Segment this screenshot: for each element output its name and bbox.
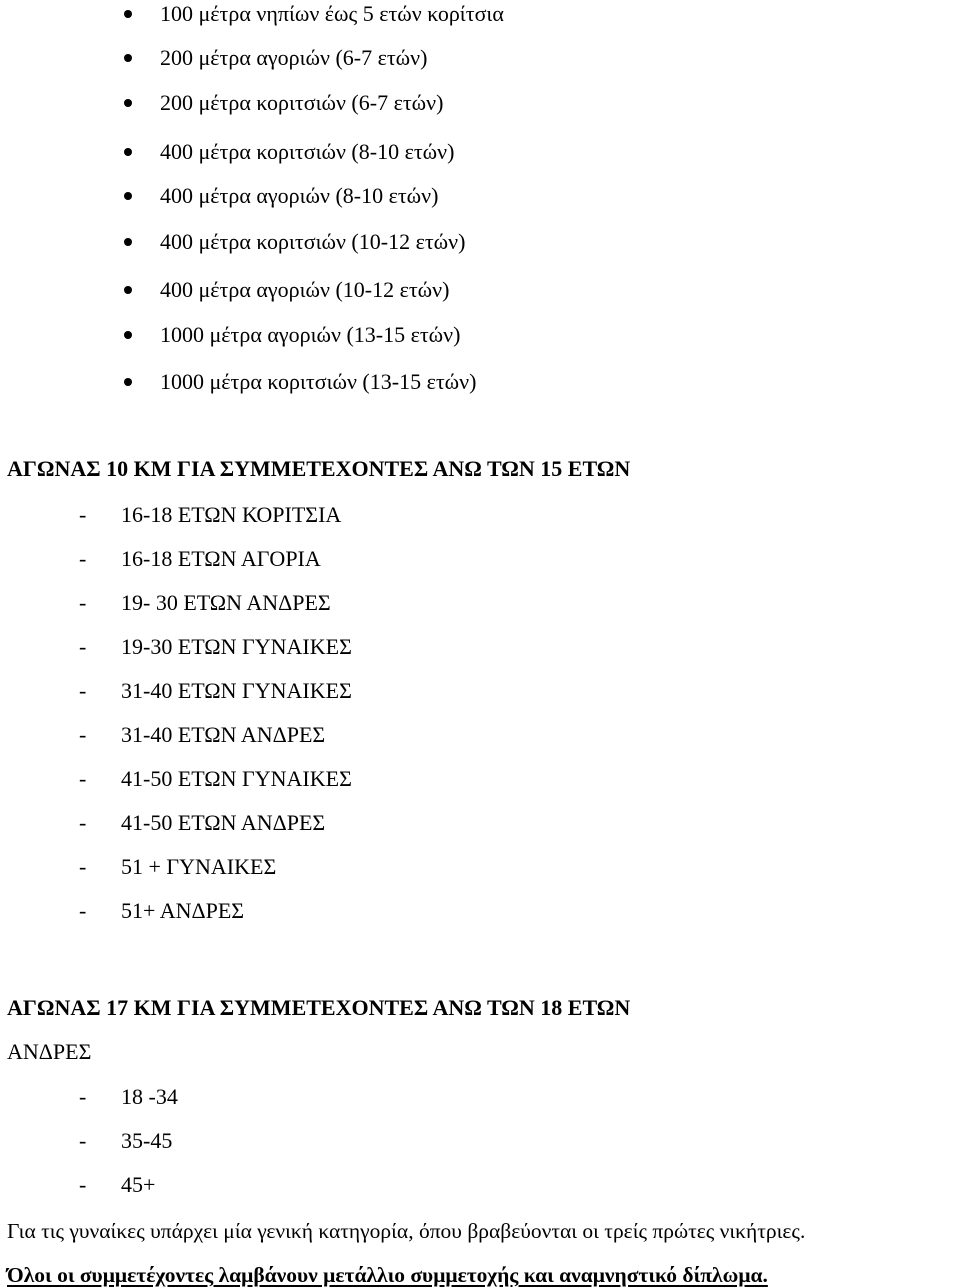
list-item-label: 1000 μέτρα κοριτσιών (13-15 ετών) [160,369,477,394]
dash-marker: - [79,1128,87,1153]
list-item-label: 31-40 ΕΤΩΝ ΓΥΝΑΙΚΕΣ [121,678,352,703]
list-item [160,139,454,165]
list-item-label: 51+ ΑΝΔΡΕΣ [121,898,245,923]
list-item [79,854,277,880]
bullet-icon [124,331,132,339]
bullet-icon [124,286,132,294]
list-item-label: 35-45 [121,1128,173,1153]
bullet-icon [124,10,132,18]
list-item-label: 400 μέτρα αγοριών (8-10 ετών) [160,183,439,208]
list-item [160,90,443,116]
dash-marker: - [79,1084,87,1109]
dash-marker: - [79,722,87,747]
section-heading: ΑΓΩΝΑΣ 17 ΚΜ ΓΙΑ ΣΥΜΜΕΤΕΧΟΝΤΕΣ ΑΝΩ ΤΩΝ 18 ΕΤΩΝ [7,995,631,1020]
list-item-label: 16-18 ΕΤΩΝ ΚΟΡΙΤΣΙΑ [121,502,342,527]
list-item [79,502,342,528]
list-item-label: 41-50 ΕΤΩΝ ΓΥΝΑΙΚΕΣ [121,766,352,791]
note-all: Όλοι οι συμμετέχοντες λαμβάνουν μετάλλιο συμμετοχής και αναμνηστικό δίπλωμα. [7,1263,768,1287]
list-item-label: 200 μέτρα κοριτσιών (6-7 ετών) [160,90,444,115]
dash-marker: - [79,590,87,615]
list-item [79,590,331,616]
section-subheading: ΑΝΔΡΕΣ [7,1039,92,1064]
list-item-label: 400 μέτρα κοριτσιών (10-12 ετών) [160,229,466,254]
list-item [160,277,449,303]
list-item [79,678,352,704]
list-item [160,229,465,255]
bullet-icon [124,54,132,62]
list-item-label: 1000 μέτρα αγοριών (13-15 ετών) [160,322,461,347]
list-item [160,322,460,348]
list-item-label: 100 μέτρα νηπίων έως 5 ετών κορίτσια [160,1,504,26]
list-item-label: 19-30 ΕΤΩΝ ΓΥΝΑΙΚΕΣ [121,634,352,659]
list-item [79,810,326,836]
list-item [79,898,245,924]
dash-marker: - [79,1172,87,1197]
list-item-label: 400 μέτρα κοριτσιών (8-10 ετών) [160,139,455,164]
list-item [79,546,321,572]
list-item-label: 45+ [121,1172,156,1197]
dash-marker: - [79,810,87,835]
list-item [79,1172,156,1198]
list-item-label: 41-50 ΕΤΩΝ ΑΝΔΡΕΣ [121,810,326,835]
dash-marker: - [79,898,87,923]
list-item [160,45,427,71]
bullet-icon [124,238,132,246]
list-item [160,1,504,27]
list-item-label: 400 μέτρα αγοριών (10-12 ετών) [160,277,450,302]
list-item-label: 51 + ΓΥΝΑΙΚΕΣ [121,854,277,879]
list-item-label: 16-18 ΕΤΩΝ ΑΓΟΡΙΑ [121,546,321,571]
note-women: Για τις γυναίκες υπάρχει μία γενική κατηγορία, όπου βραβεύονται οι τρείς πρώτες νικήτριες. [7,1219,806,1243]
bullet-icon [124,148,132,156]
bullet-icon [124,99,132,107]
list-item-label: 18 -34 [121,1084,178,1109]
dash-marker: - [79,502,87,527]
list-item-label: 19- 30 ΕΤΩΝ ΑΝΔΡΕΣ [121,590,331,615]
list-item-label: 31-40 ΕΤΩΝ ΑΝΔΡΕΣ [121,722,326,747]
bullet-icon [124,378,132,386]
list-item [79,1084,178,1110]
dash-marker: - [79,854,87,879]
list-item [79,1128,173,1154]
list-item [160,369,476,395]
list-item [79,634,352,660]
dash-marker: - [79,634,87,659]
list-item [160,183,438,209]
bullet-icon [124,192,132,200]
section-heading: ΑΓΩΝΑΣ 10 ΚΜ ΓΙΑ ΣΥΜΜΕΤΕΧΟΝΤΕΣ ΑΝΩ ΤΩΝ 15 ΕΤΩΝ [7,456,631,481]
list-item [79,722,326,748]
dash-marker: - [79,678,87,703]
list-item-label: 200 μέτρα αγοριών (6-7 ετών) [160,45,428,70]
list-item [79,766,352,792]
dash-marker: - [79,546,87,571]
dash-marker: - [79,766,87,791]
